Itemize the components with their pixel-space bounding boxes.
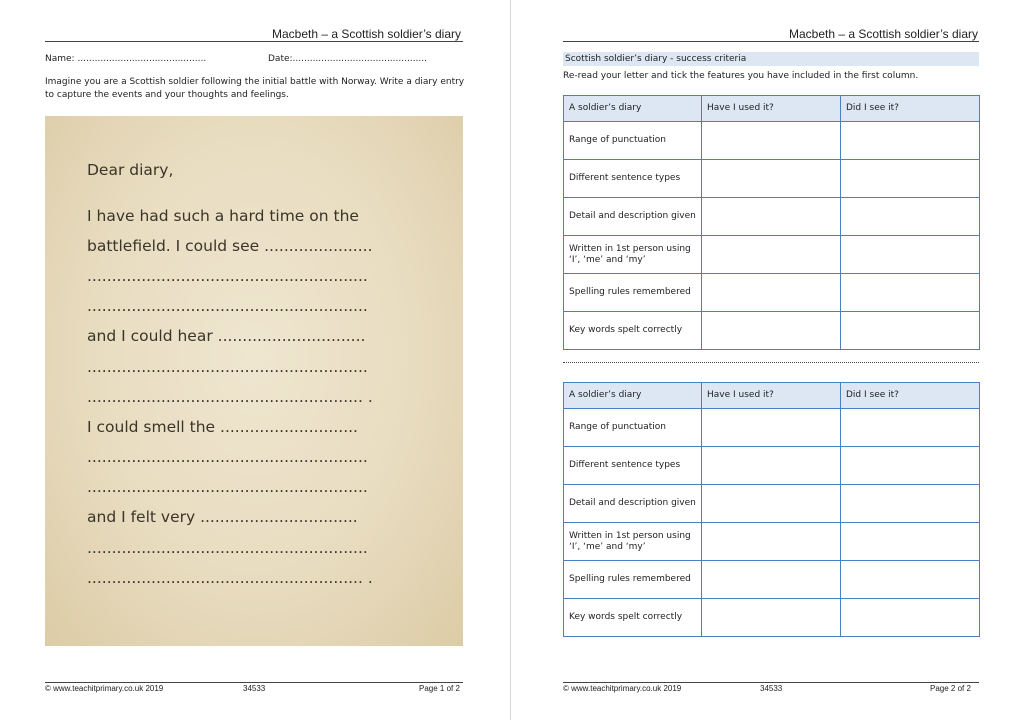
diary-line[interactable]: ......................................................... [87,267,368,285]
table-row [564,523,980,561]
diary-line[interactable]: ......................................................... [87,358,368,376]
page-divider [510,0,511,720]
page2-footer-copyright: © www.teachitprimary.co.uk 2019 [563,684,682,693]
used-cell[interactable] [702,523,841,561]
row-label: Range of punctuation [564,122,702,160]
page2-footer-rule [563,682,979,683]
used-cell[interactable] [702,409,841,447]
table-row [564,599,980,637]
row-label: Detail and description given [564,198,702,236]
seen-cell[interactable] [841,409,980,447]
row-label: Spelling rules remembered [564,274,702,312]
header-seen: Did I see it? [841,383,980,409]
header-feature: A soldier’s diary [564,383,702,409]
date-field[interactable]: Date:............................................... [268,54,428,64]
used-cell[interactable] [702,198,841,236]
header-used: Have I used it? [702,383,841,409]
table-row [564,409,980,447]
seen-cell[interactable] [841,236,980,274]
row-label: Spelling rules remembered [564,561,702,599]
seen-cell[interactable] [841,274,980,312]
row-label: Different sentence types [564,160,702,198]
page1-header-rule [45,41,463,42]
cut-line [563,362,979,363]
name-field[interactable]: Name: ............................................. [45,54,207,64]
table-row [564,198,980,236]
page1-footer-code: 34533 [243,684,266,693]
table-row [564,236,980,274]
header-feature: A soldier’s diary [564,96,702,122]
used-cell[interactable] [702,447,841,485]
diary-line[interactable]: ......................................................... [87,297,368,315]
table-row [564,312,980,350]
intro-text: Imagine you are a Scottish soldier following the initial battle with Norway. Write a diary entry to capture the events and your thoughts and feelings. [45,77,465,100]
seen-cell[interactable] [841,523,980,561]
seen-cell[interactable] [841,447,980,485]
page1-title: Macbeth – a Scottish soldier’s diary [272,27,461,41]
diary-line[interactable]: ......................................................... [87,448,368,466]
page2-header-rule [563,41,979,42]
used-cell[interactable] [702,485,841,523]
row-label: Key words spelt correctly [564,312,702,350]
row-label: Range of punctuation [564,409,702,447]
used-cell[interactable] [702,236,841,274]
diary-line[interactable]: battlefield. I could see ...................... [87,237,373,255]
row-label: Detail and description given [564,485,702,523]
page2-footer-code: 34533 [760,684,783,693]
seen-cell[interactable] [841,198,980,236]
used-cell[interactable] [702,561,841,599]
diary-paper [45,116,463,646]
diary-line[interactable]: ......................................................... [87,478,368,496]
page1-footer-rule [45,682,463,683]
used-cell[interactable] [702,160,841,198]
diary-line[interactable]: ........................................................ . [87,569,373,587]
page2-title: Macbeth – a Scottish soldier’s diary [789,27,978,41]
seen-cell[interactable] [841,122,980,160]
page1-footer-page: Page 1 of 2 [419,684,460,693]
table-row [564,485,980,523]
seen-cell[interactable] [841,312,980,350]
table-row [564,122,980,160]
diary-line[interactable]: and I felt very ................................ [87,508,358,526]
diary-line[interactable]: ......................................................... [87,539,368,557]
criteria-table-2 [563,382,980,637]
used-cell[interactable] [702,599,841,637]
seen-cell[interactable] [841,599,980,637]
criteria-intro: Re-read your letter and tick the features you have included in the first column. [563,71,919,81]
diary-line: I have had such a hard time on the [87,207,359,225]
criteria-title: Scottish soldier’s diary - success criteria [563,52,979,66]
diary-line: Dear diary, [87,161,174,179]
seen-cell[interactable] [841,561,980,599]
row-label: Written in 1st person using ‘I’, ‘me’ and ‘my’ [564,523,702,561]
seen-cell[interactable] [841,485,980,523]
seen-cell[interactable] [841,160,980,198]
diary-line[interactable]: ........................................................ . [87,388,373,406]
page2-footer-page: Page 2 of 2 [930,684,971,693]
page1-footer-copyright: © www.teachitprimary.co.uk 2019 [45,684,164,693]
table-row [564,274,980,312]
used-cell[interactable] [702,122,841,160]
row-label: Key words spelt correctly [564,599,702,637]
row-label: Written in 1st person using ‘I’, ‘me’ and ‘my’ [564,236,702,274]
used-cell[interactable] [702,312,841,350]
used-cell[interactable] [702,274,841,312]
table-row [564,160,980,198]
table-row [564,447,980,485]
diary-line[interactable]: I could smell the ............................ [87,418,358,436]
header-used: Have I used it? [702,96,841,122]
row-label: Different sentence types [564,447,702,485]
criteria-table-1 [563,95,980,350]
diary-line[interactable]: and I could hear .............................. [87,327,366,345]
table-row [564,561,980,599]
header-seen: Did I see it? [841,96,980,122]
